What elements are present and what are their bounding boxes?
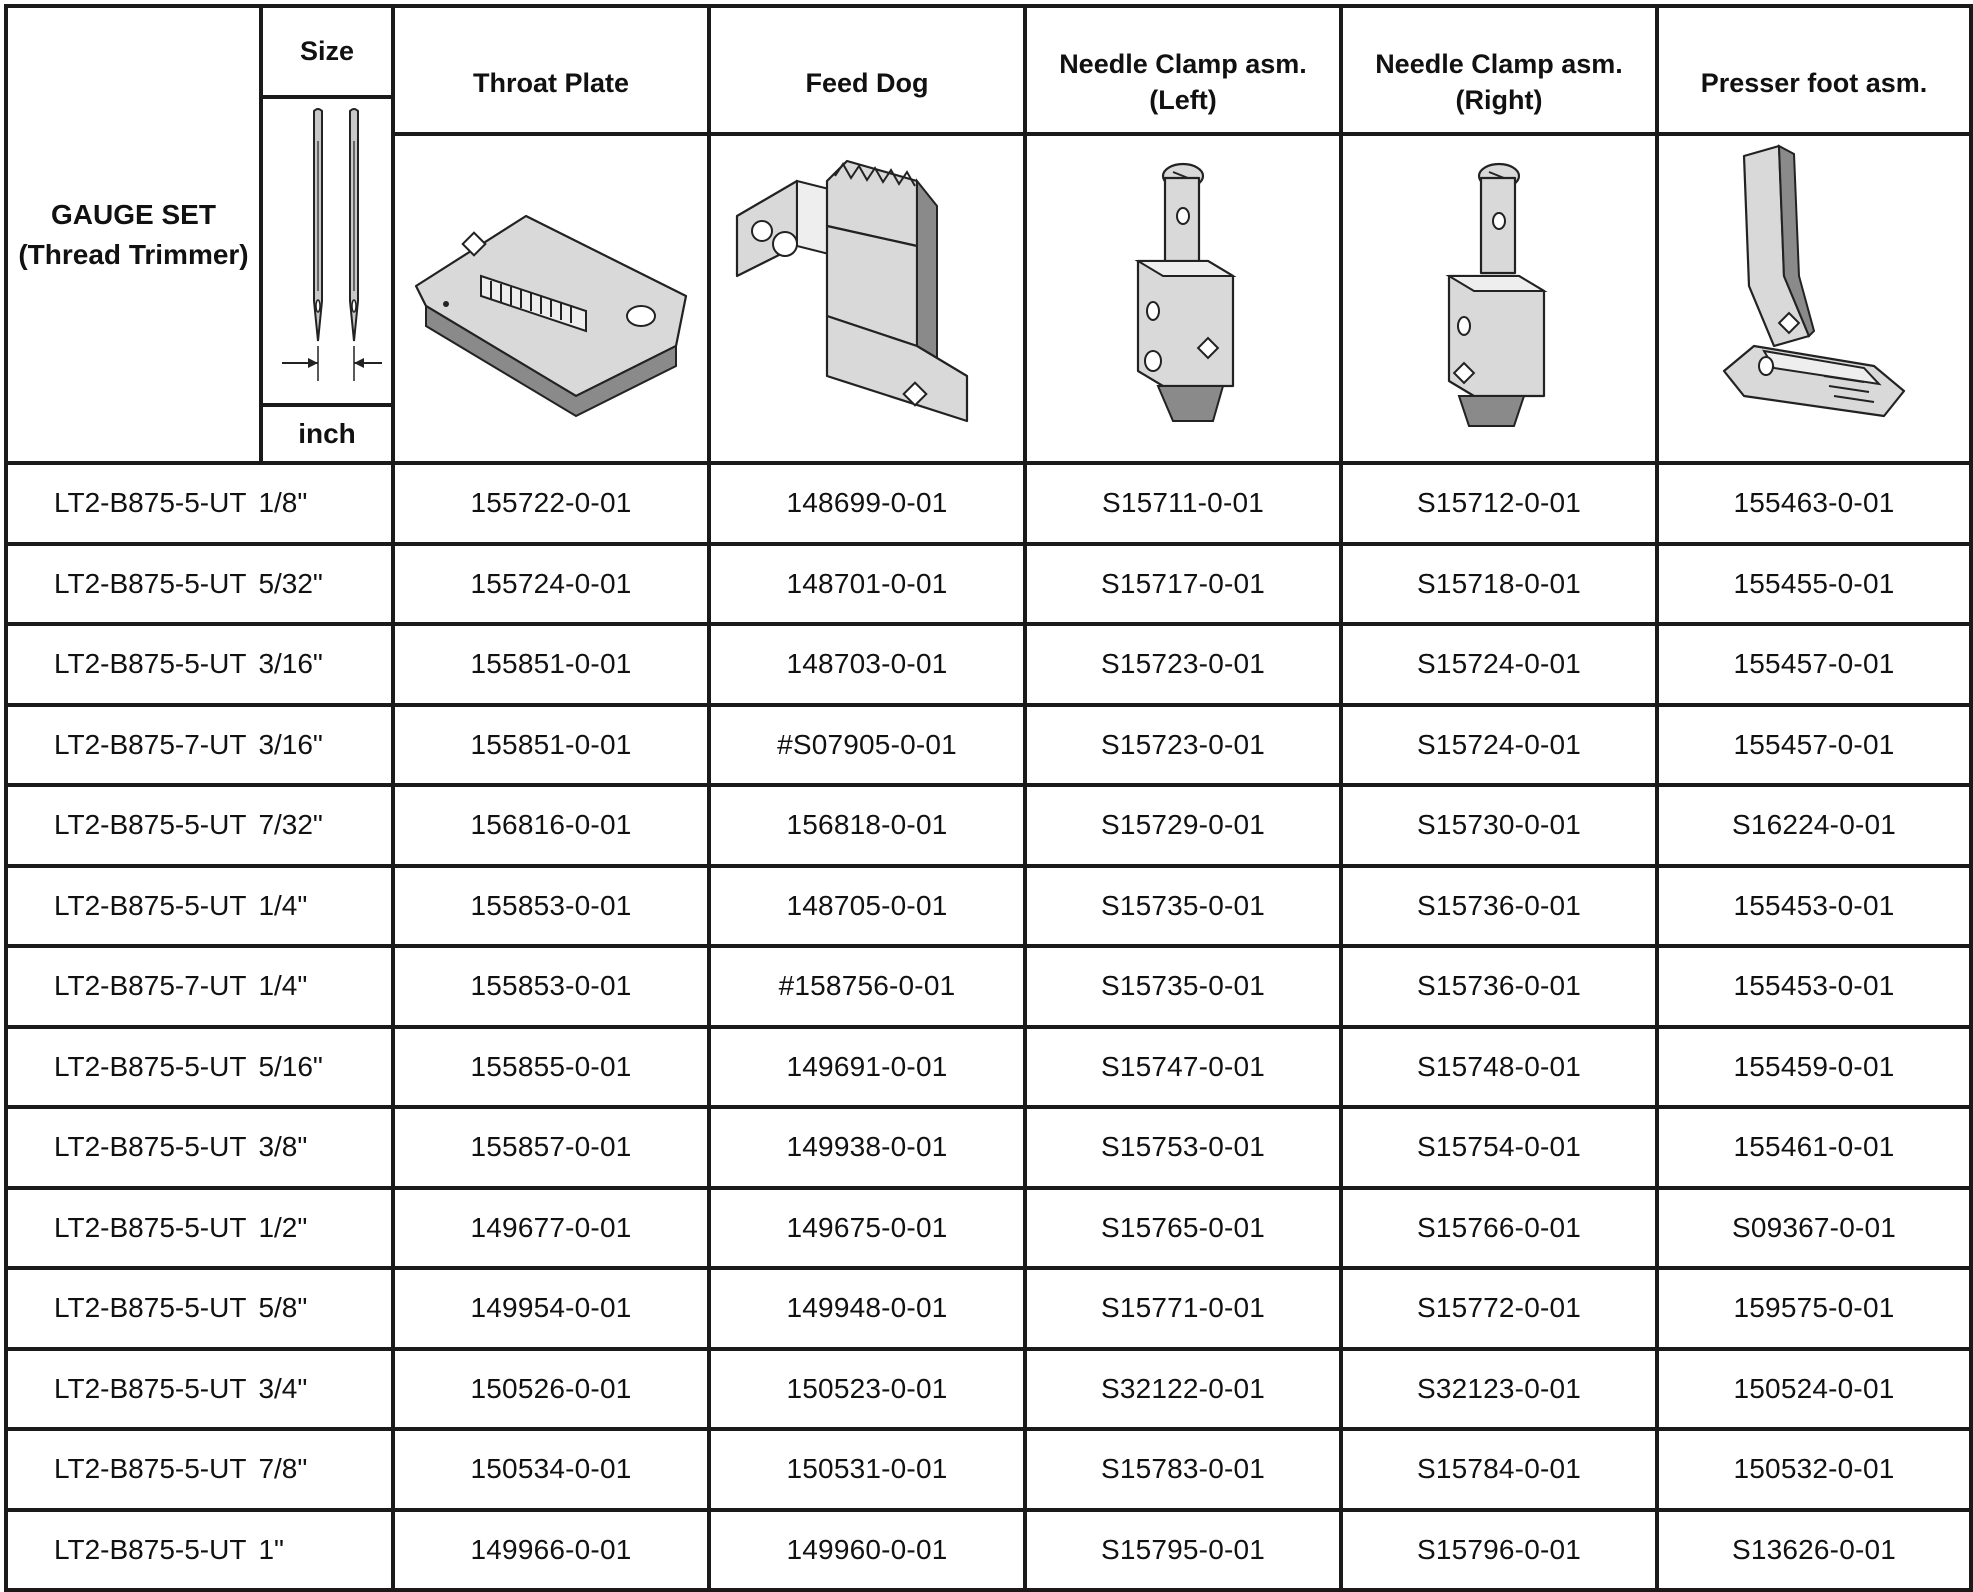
- feed-dog-illustration: [717, 136, 1017, 431]
- gauge-set-model-cell: [6, 463, 393, 544]
- presser-foot-cell: 155457-0-01: [1657, 624, 1971, 705]
- feed-dog-cell: 156818-0-01: [709, 785, 1025, 866]
- throat-plate-cell: 149966-0-01: [393, 1510, 709, 1591]
- size-header: Size: [261, 6, 393, 97]
- needle-clamp-right-cell: S15730-0-01: [1341, 785, 1657, 866]
- needle-clamp-right-cell: S15784-0-01: [1341, 1429, 1657, 1510]
- needle-clamp-left-cell: S15717-0-01: [1025, 544, 1341, 625]
- throat-plate-cell: 149677-0-01: [393, 1188, 709, 1269]
- feed-dog-cell: 148699-0-01: [709, 463, 1025, 544]
- presser-foot-cell: 150524-0-01: [1657, 1349, 1971, 1430]
- table-row: [6, 1349, 1971, 1430]
- needle-clamp-right-cell: S15736-0-01: [1341, 946, 1657, 1027]
- needle-clamp-left-cell: S15795-0-01: [1025, 1510, 1341, 1591]
- presser-foot-illustration: [1704, 136, 1924, 431]
- throat-plate-cell: 155724-0-01: [393, 544, 709, 625]
- throat-plate-cell: 156816-0-01: [393, 785, 709, 866]
- feed-dog-header: [709, 6, 1025, 463]
- table-row: [6, 866, 1971, 947]
- needle-clamp-left-cell: S15747-0-01: [1025, 1027, 1341, 1108]
- model-name: LT2-B875-5-UT: [54, 1533, 247, 1565]
- model-size: 1/8": [258, 487, 308, 519]
- throat-plate-header: [393, 6, 709, 463]
- throat-plate-cell: 155855-0-01: [393, 1027, 709, 1108]
- model-size: 3/8": [258, 1131, 308, 1163]
- model-name: LT2-B875-7-UT: [54, 970, 247, 1002]
- model-name: LT2-B875-5-UT: [54, 648, 247, 680]
- gauge-set-model-cell: [6, 1268, 393, 1349]
- model-name: LT2-B875-5-UT: [54, 1211, 247, 1243]
- table-row: [6, 1510, 1971, 1591]
- needle-clamp-left-cell: S15711-0-01: [1025, 463, 1341, 544]
- needle-clamp-left-cell: S32122-0-01: [1025, 1349, 1341, 1430]
- feed-dog-cell: 149675-0-01: [709, 1188, 1025, 1269]
- gauge-set-model-cell: [6, 705, 393, 786]
- table-row: [6, 1027, 1971, 1108]
- needle-clamp-right-header: [1341, 6, 1657, 463]
- presser-foot-cell: 155453-0-01: [1657, 946, 1971, 1027]
- needle-clamp-left-cell: S15735-0-01: [1025, 946, 1341, 1027]
- gauge-set-header: [6, 6, 261, 463]
- needle-clamp-right-header-label: [1342, 34, 1656, 136]
- needle-clamp-right-title: Needle Clamp asm.: [1375, 49, 1623, 80]
- feed-dog-cell: 148705-0-01: [709, 866, 1025, 947]
- model-size: 7/8": [258, 1453, 308, 1485]
- table-row: [6, 544, 1971, 625]
- gauge-set-model-cell: [6, 866, 393, 947]
- gauge-set-model-cell: [6, 946, 393, 1027]
- model-size: 1": [258, 1533, 284, 1565]
- needle-left-icon: [314, 109, 322, 341]
- gauge-set-model-cell: [6, 1429, 393, 1510]
- model-size: 1/2": [258, 1211, 308, 1243]
- presser-foot-cell: 159575-0-01: [1657, 1268, 1971, 1349]
- feed-dog-cell: #158756-0-01: [709, 946, 1025, 1027]
- needle-clamp-left-side: (Left): [1149, 84, 1217, 115]
- needle-clamp-left-cell: S15753-0-01: [1025, 1107, 1341, 1188]
- throat-plate-header-label: Throat Plate: [394, 34, 708, 136]
- throat-plate-cell: 155851-0-01: [393, 624, 709, 705]
- needle-size-illustration-cell: [261, 97, 393, 405]
- needle-clamp-left-header: [1025, 6, 1341, 463]
- needle-clamp-right-cell: S15766-0-01: [1341, 1188, 1657, 1269]
- size-unit-label: inch: [261, 405, 393, 463]
- throat-plate-illustration: [406, 136, 696, 426]
- needle-clamp-right-cell: S15748-0-01: [1341, 1027, 1657, 1108]
- throat-plate-cell: 150526-0-01: [393, 1349, 709, 1430]
- model-size: 5/8": [258, 1292, 308, 1324]
- feed-dog-cell: 149938-0-01: [709, 1107, 1025, 1188]
- needle-clamp-right-cell: S15754-0-01: [1341, 1107, 1657, 1188]
- model-name: LT2-B875-5-UT: [54, 1372, 247, 1404]
- table-row: [6, 624, 1971, 705]
- gauge-set-table: [4, 4, 1973, 1592]
- gauge-set-title: GAUGE SET: [51, 199, 216, 231]
- feed-dog-cell: 150531-0-01: [709, 1429, 1025, 1510]
- presser-foot-cell: S16224-0-01: [1657, 785, 1971, 866]
- feed-dog-illustration-cell: [711, 136, 1023, 436]
- throat-plate-cell: 155853-0-01: [393, 946, 709, 1027]
- model-size: 5/32": [258, 567, 323, 599]
- gauge-set-model-cell: [6, 1349, 393, 1430]
- feed-dog-header-label: Feed Dog: [710, 34, 1024, 136]
- feed-dog-cell: 149948-0-01: [709, 1268, 1025, 1349]
- needle-clamp-left-cell: S15735-0-01: [1025, 866, 1341, 947]
- presser-foot-cell: S13626-0-01: [1657, 1510, 1971, 1591]
- model-name: LT2-B875-5-UT: [54, 889, 247, 921]
- gauge-set-subtitle: (Thread Trimmer): [18, 238, 249, 270]
- needle-clamp-right-cell: S15712-0-01: [1341, 463, 1657, 544]
- feed-dog-cell: 149691-0-01: [709, 1027, 1025, 1108]
- presser-foot-cell: S09367-0-01: [1657, 1188, 1971, 1269]
- model-size: 3/16": [258, 648, 323, 680]
- presser-foot-illustration-cell: [1659, 136, 1969, 436]
- gauge-set-model-cell: [6, 1510, 393, 1591]
- presser-foot-header-label: Presser foot asm.: [1658, 34, 1970, 136]
- needle-clamp-right-cell: S15724-0-01: [1341, 624, 1657, 705]
- model-size: 7/32": [258, 809, 323, 841]
- table-row: [6, 785, 1971, 866]
- needle-clamp-left-header-label: [1026, 34, 1340, 136]
- presser-foot-cell: 155463-0-01: [1657, 463, 1971, 544]
- feed-dog-cell: 150523-0-01: [709, 1349, 1025, 1430]
- model-name: LT2-B875-5-UT: [54, 567, 247, 599]
- throat-plate-illustration-cell: [395, 136, 707, 436]
- table-row: [6, 1268, 1971, 1349]
- table-row: [6, 1429, 1971, 1510]
- presser-foot-header: [1657, 6, 1971, 463]
- model-size: 3/4": [258, 1372, 308, 1404]
- presser-foot-cell: 155457-0-01: [1657, 705, 1971, 786]
- needle-size-illustration: [267, 101, 387, 401]
- throat-plate-cell: 155722-0-01: [393, 463, 709, 544]
- table-row: [6, 1188, 1971, 1269]
- needle-clamp-left-cell: S15783-0-01: [1025, 1429, 1341, 1510]
- needle-clamp-right-illustration: [1419, 136, 1579, 431]
- table-row: [6, 946, 1971, 1027]
- needle-clamp-left-cell: S15771-0-01: [1025, 1268, 1341, 1349]
- throat-plate-cell: 149954-0-01: [393, 1268, 709, 1349]
- model-size: 1/4": [258, 889, 308, 921]
- needle-clamp-left-illustration-cell: [1027, 136, 1339, 436]
- model-name: LT2-B875-5-UT: [54, 487, 247, 519]
- throat-plate-cell: 150534-0-01: [393, 1429, 709, 1510]
- model-size: 1/4": [258, 970, 308, 1002]
- table-row: [6, 1107, 1971, 1188]
- gauge-set-model-cell: [6, 624, 393, 705]
- needle-right-icon: [350, 109, 358, 341]
- needle-clamp-right-cell: S15718-0-01: [1341, 544, 1657, 625]
- model-size: 3/16": [258, 728, 323, 760]
- table-row: [6, 463, 1971, 544]
- model-name: LT2-B875-5-UT: [54, 1050, 247, 1082]
- model-name: LT2-B875-7-UT: [54, 728, 247, 760]
- model-name: LT2-B875-5-UT: [54, 1292, 247, 1324]
- model-name: LT2-B875-5-UT: [54, 1131, 247, 1163]
- presser-foot-cell: 155455-0-01: [1657, 544, 1971, 625]
- model-name: LT2-B875-5-UT: [54, 1453, 247, 1485]
- needle-clamp-right-cell: S15772-0-01: [1341, 1268, 1657, 1349]
- feed-dog-cell: 148701-0-01: [709, 544, 1025, 625]
- needle-clamp-left-cell: S15729-0-01: [1025, 785, 1341, 866]
- gauge-set-model-cell: [6, 544, 393, 625]
- needle-clamp-left-cell: S15723-0-01: [1025, 624, 1341, 705]
- needle-clamp-left-illustration: [1103, 136, 1263, 431]
- presser-foot-cell: 155453-0-01: [1657, 866, 1971, 947]
- model-size: 5/16": [258, 1050, 323, 1082]
- needle-clamp-right-side: (Right): [1455, 84, 1543, 115]
- gauge-set-model-cell: [6, 785, 393, 866]
- needle-clamp-left-title: Needle Clamp asm.: [1059, 49, 1307, 80]
- presser-foot-cell: 155461-0-01: [1657, 1107, 1971, 1188]
- needle-clamp-right-illustration-cell: [1343, 136, 1655, 436]
- gauge-set-model-cell: [6, 1107, 393, 1188]
- feed-dog-cell: #S07905-0-01: [709, 705, 1025, 786]
- presser-foot-cell: 150532-0-01: [1657, 1429, 1971, 1510]
- model-name: LT2-B875-5-UT: [54, 809, 247, 841]
- throat-plate-cell: 155857-0-01: [393, 1107, 709, 1188]
- needle-clamp-left-cell: S15765-0-01: [1025, 1188, 1341, 1269]
- needle-clamp-right-cell: S15796-0-01: [1341, 1510, 1657, 1591]
- needle-clamp-right-cell: S32123-0-01: [1341, 1349, 1657, 1430]
- presser-foot-cell: 155459-0-01: [1657, 1027, 1971, 1108]
- needle-clamp-left-cell: S15723-0-01: [1025, 705, 1341, 786]
- needle-clamp-right-cell: S15724-0-01: [1341, 705, 1657, 786]
- gauge-set-model-cell: [6, 1027, 393, 1108]
- throat-plate-cell: 155853-0-01: [393, 866, 709, 947]
- feed-dog-cell: 148703-0-01: [709, 624, 1025, 705]
- throat-plate-cell: 155851-0-01: [393, 705, 709, 786]
- needle-clamp-right-cell: S15736-0-01: [1341, 866, 1657, 947]
- feed-dog-cell: 149960-0-01: [709, 1510, 1025, 1591]
- table-row: [6, 705, 1971, 786]
- gauge-set-model-cell: [6, 1188, 393, 1269]
